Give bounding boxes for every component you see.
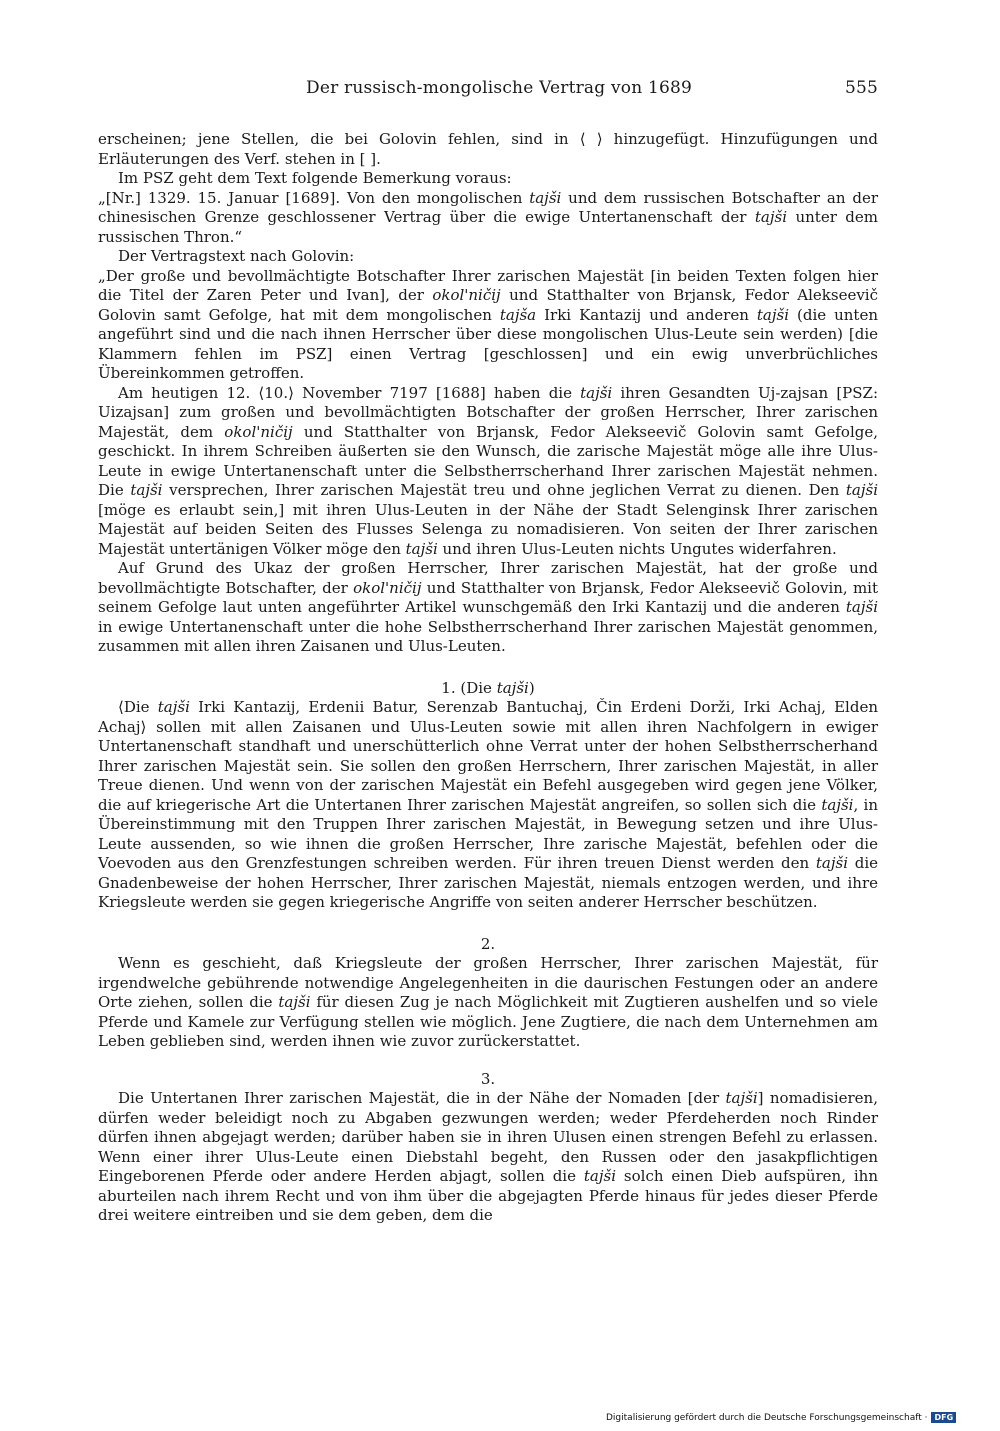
section-heading: 2.: [480, 934, 496, 953]
page-header: [98, 70, 878, 100]
italic-term: tajši: [756, 305, 789, 324]
section-heading: 3.: [480, 1069, 496, 1088]
italic-term: tajši: [815, 854, 848, 872]
paragraph: Am heutigen 12. ⟨10.⟩ November 7197 [1688] haben die tajši ihren Gesandten Uj-zajsan [PSZ: Uizajsan] zum großen und bevollmächtigten Botschafter der großen Herrscher, Ihrer zarischen Majestät, dem okol'ničij und Statthalter von Brjansk, Fedor Alekseevič Golovin samt Gefolge, geschickt. In ihrem Schreiben äußerten sie den Wunsch, die zarische Majestät möge alle ihre Ulus-Leute in ewige Untertanenschaft unter die Selbstherrscherhand Ihrer zarischen Majestät nehmen. Die tajši versprechen, Ihrer zarischen Majestät treu und ohne jeglichen Verrat zu dienen. Den tajši [möge es erlaubt sein,] mit ihren Ulus-Leuten in der Nähe der Stadt Selenginsk Ihrer zarischen Majestät auf beiden Seiten des Flusses Selenga zu nomadisieren. Von seiten der Ihrer zarischen Majestät untertänigen Völker möge den tajši und ihren Ulus-Leuten nichts Ungutes widerfahren.: [98, 383, 879, 558]
footer: [606, 1412, 956, 1423]
italic-term: tajši: [580, 383, 613, 402]
footer-text: Digitalisierung gefördert durch die Deutsche Forschungsgemeinschaft ·: [606, 1412, 928, 1423]
dfg-logo: DFG: [931, 1412, 956, 1423]
paragraph: ⟨Die tajši Irki Kantazij, Erdenii Batur, Serenzab Bantuchaj, Čin Erdeni Dorži, Irki Achaj, Elden Achaj⟩ sollen mit allen Zaisanen und Ulus-Leuten sowie mit allen ihren Nachfolgern in ewiger Untertanenschaft standhaft und unerschütterlich ohne Verrat unter der hohen Selbstherrscherhand Ihrer zarischen Majestät sein. Sie sollen den großen Herrschern, Ihrer zarischen Majestät, in aller Treue dienen. Und wenn von der zarischen Majestät ein Befehl ausgegeben wird gegen jene Völker, die auf kriegerische Art die Untertanen Ihrer zarischen Majestät angreifen, so sollen sich die tajši, in Übereinstimmung mit den Truppen Ihrer zarischen Majestät, in Bewegung setzen und ihre Ulus-Leute aussenden, so wie ihnen die großen Herrscher, Ihre zarische Majestät, befehlen oder die Voevoden aus den Grenzfestungen schreiben werden. Für ihren treuen Dienst werden den tajši die Gnadenbeweise der hohen Herrscher, Ihrer zarischen Majestät, niemals entzogen werden, und ihre Kriegsleute werden sie gegen kriegerische Angriffe von seiten anderer Herrscher beschützen.: [98, 698, 879, 911]
paragraph: „[Nr.] 1329. 15. Januar [1689]. Von den mongolischen tajši und dem russischen Botschafter an der chinesischen Grenze geschlossener Vertrag über die ewige Untertanenschaft der tajši unter dem russischen Thron.“: [98, 188, 878, 246]
italic-term: tajši: [405, 539, 438, 558]
body-text: [98, 130, 878, 1226]
page-number: 555: [844, 78, 878, 98]
italic-term: tajši: [754, 208, 788, 226]
italic-term: okol'ničij: [224, 422, 293, 441]
italic-term: tajši: [845, 598, 878, 616]
running-title: Der russisch-mongolische Vertrag von 1689: [306, 78, 693, 98]
paragraph: Im PSZ geht dem Text folgende Bemerkung voraus:: [118, 169, 512, 187]
italic-term: tajši: [130, 481, 163, 499]
italic-term: tajši: [529, 188, 562, 207]
paragraph: Wenn es geschieht, daß Kriegsleute der großen Herrscher, Ihrer zarischen Majestät, für irgendwelche gebührende notwendige Angelegenheiten in die daurischen Festungen oder an andere Orte ziehen, sollen die tajši für diesen Zug je nach Möglichkeit mit Zugtieren aushelfen und so viele Pferde und Kamele zur Verfügung stellen wie möglich. Jene Zugtiere, die nach dem Unternehmen am Leben geblieben sind, werden ihnen wie zuvor zurückerstattet.: [98, 954, 878, 1050]
italic-term: tajši: [278, 993, 311, 1011]
italic-term: tajši: [157, 698, 190, 716]
italic-term: tajši: [845, 481, 879, 499]
italic-term: tajši: [583, 1167, 617, 1185]
paragraph: Auf Grund des Ukaz der großen Herrscher, Ihrer zarischen Majestät, hat der große und bevollmächtigte Botschafter, der okol'ničij und Statthalter von Brjansk, Fedor Alekseevič Golovin, mit seinem Gefolge laut unten angeführter Artikel wunschgemäß den Irki Kantazij und die anderen tajši in ewige Untertanenschaft unter die hohe Selbstherrscherhand Ihrer zarischen Majestät genommen, zusammen mit allen ihren Zaisanen und Ulus-Leuten.: [98, 559, 878, 655]
italic-term: okol'ničij: [432, 286, 501, 304]
paragraph: erscheinen; jene Stellen, die bei Golovin fehlen, sind in ⟨ ⟩ hinzugefügt. Hinzufügungen und Erläuterungen des Verf. stehen in [ ].: [98, 130, 878, 168]
paragraph: Der Vertragstext nach Golovin:: [118, 247, 355, 265]
italic-term: tajši: [821, 795, 854, 814]
italic-term: tajša: [499, 305, 537, 324]
paragraph: Die Untertanen Ihrer zarischen Majestät, die in der Nähe der Nomaden [der tajši] nomadisieren, dürfen weder beleidigt noch zu Abgaben gezwungen werden; weder Pferdeherden noch Rinder dürfen ihnen abgejagt werden; darüber haben sie in ihren Ulusen einen strengen Befehl zu erlassen. Wenn einer ihrer Ulus-Leute einen Diebstahl begeht, den Russen oder den jasakpflichtigen Eingeborenen Pferde oder andere Herden abjagt, sollen die tajši solch einen Dieb aufspüren, ihn aburteilen nach ihrem Recht und von ihm über die abgejagten Pferde hinaus für jedes dieser Pferde drei weitere eintreiben und sie dem geben, dem die: [98, 1089, 878, 1224]
paragraph: „Der große und bevollmächtigte Botschafter Ihrer zarischen Majestät [in beiden Texten folgen hier die Titel der Zaren Peter und Ivan], der okol'ničij und Statthalter von Brjansk, Fedor Alekseevič Golovin samt Gefolge, hat mit dem mongolischen tajša Irki Kantazij und anderen tajši (die unten angeführt sind und die nach ihnen Herrscher über diese mongolischen Ulus-Leute sein werden) [die Klammern fehlen im PSZ] einen Vertrag [geschlossen] und ein ewig unverbrüchliches Übereinkommen getroffen.: [98, 266, 879, 382]
italic-term: okol'ničij: [353, 578, 422, 597]
section-heading: 1. (Die tajši): [441, 678, 535, 697]
italic-term: tajši: [496, 678, 529, 697]
italic-term: tajši: [725, 1089, 758, 1107]
page: [98, 70, 879, 1224]
